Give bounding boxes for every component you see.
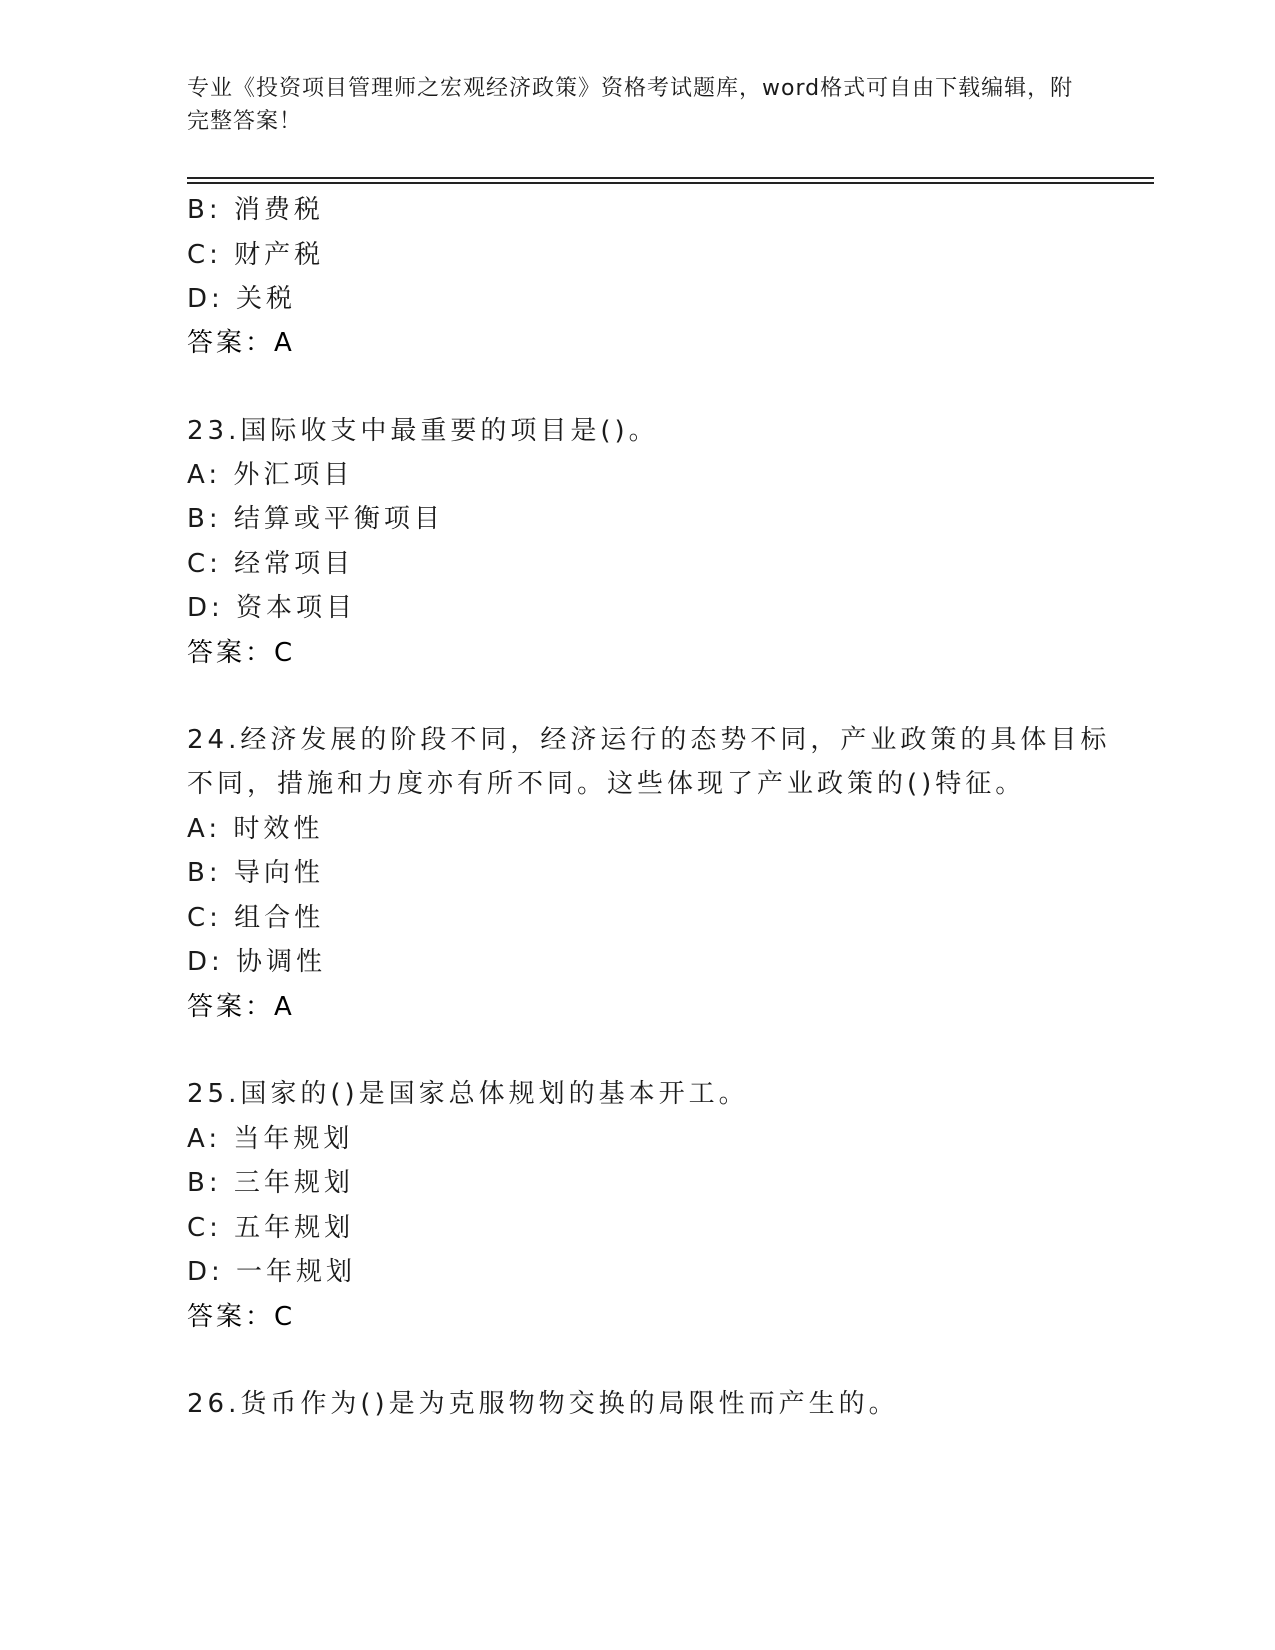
question-26: 26.货币作为()是为克服物物交换的局限性而产生的。 <box>187 1389 899 1419</box>
question-25: 25.国家的()是国家总体规划的基本开工。 <box>187 1079 749 1109</box>
option-b: B: 消费税 <box>187 195 324 225</box>
question-23: 23.国际收支中最重要的项目是()。 <box>187 416 659 446</box>
option-c: C: 五年规划 <box>187 1213 355 1243</box>
option-d: D: 关税 <box>187 284 297 314</box>
option-b: B: 结算或平衡项目 <box>187 504 444 534</box>
option-d: D: 资本项目 <box>187 593 357 623</box>
question-24-line-1: 24.经济发展的阶段不同，经济运行的态势不同，产业政策的具体目标 <box>187 725 1111 755</box>
header-divider-bottom <box>187 182 1154 184</box>
question-24-line-2: 不同，措施和力度亦有所不同。这些体现了产业政策的()特征。 <box>187 769 1026 799</box>
option-b: B: 导向性 <box>187 858 324 888</box>
option-a: A: 当年规划 <box>187 1124 354 1154</box>
header-divider-top <box>187 177 1154 179</box>
option-d: D: 协调性 <box>187 947 327 977</box>
document-header: 专业《投资项目管理师之宏观经济政策》资格考试题库，word格式可自由下载编辑，附完整答案！ <box>187 76 1074 134</box>
answer-line: 答案：C <box>187 1302 296 1332</box>
option-a: A: 时效性 <box>187 814 324 844</box>
option-c: C: 经常项目 <box>187 549 355 579</box>
option-c: C: 财产税 <box>187 240 325 270</box>
option-a: A: 外汇项目 <box>187 460 354 490</box>
option-d: D: 一年规划 <box>187 1257 357 1287</box>
option-c: C: 组合性 <box>187 903 325 933</box>
answer-line: 答案：C <box>187 638 296 668</box>
answer-line: 答案：A <box>187 992 295 1022</box>
answer-line: 答案：A <box>187 328 295 358</box>
option-b: B: 三年规划 <box>187 1168 354 1198</box>
